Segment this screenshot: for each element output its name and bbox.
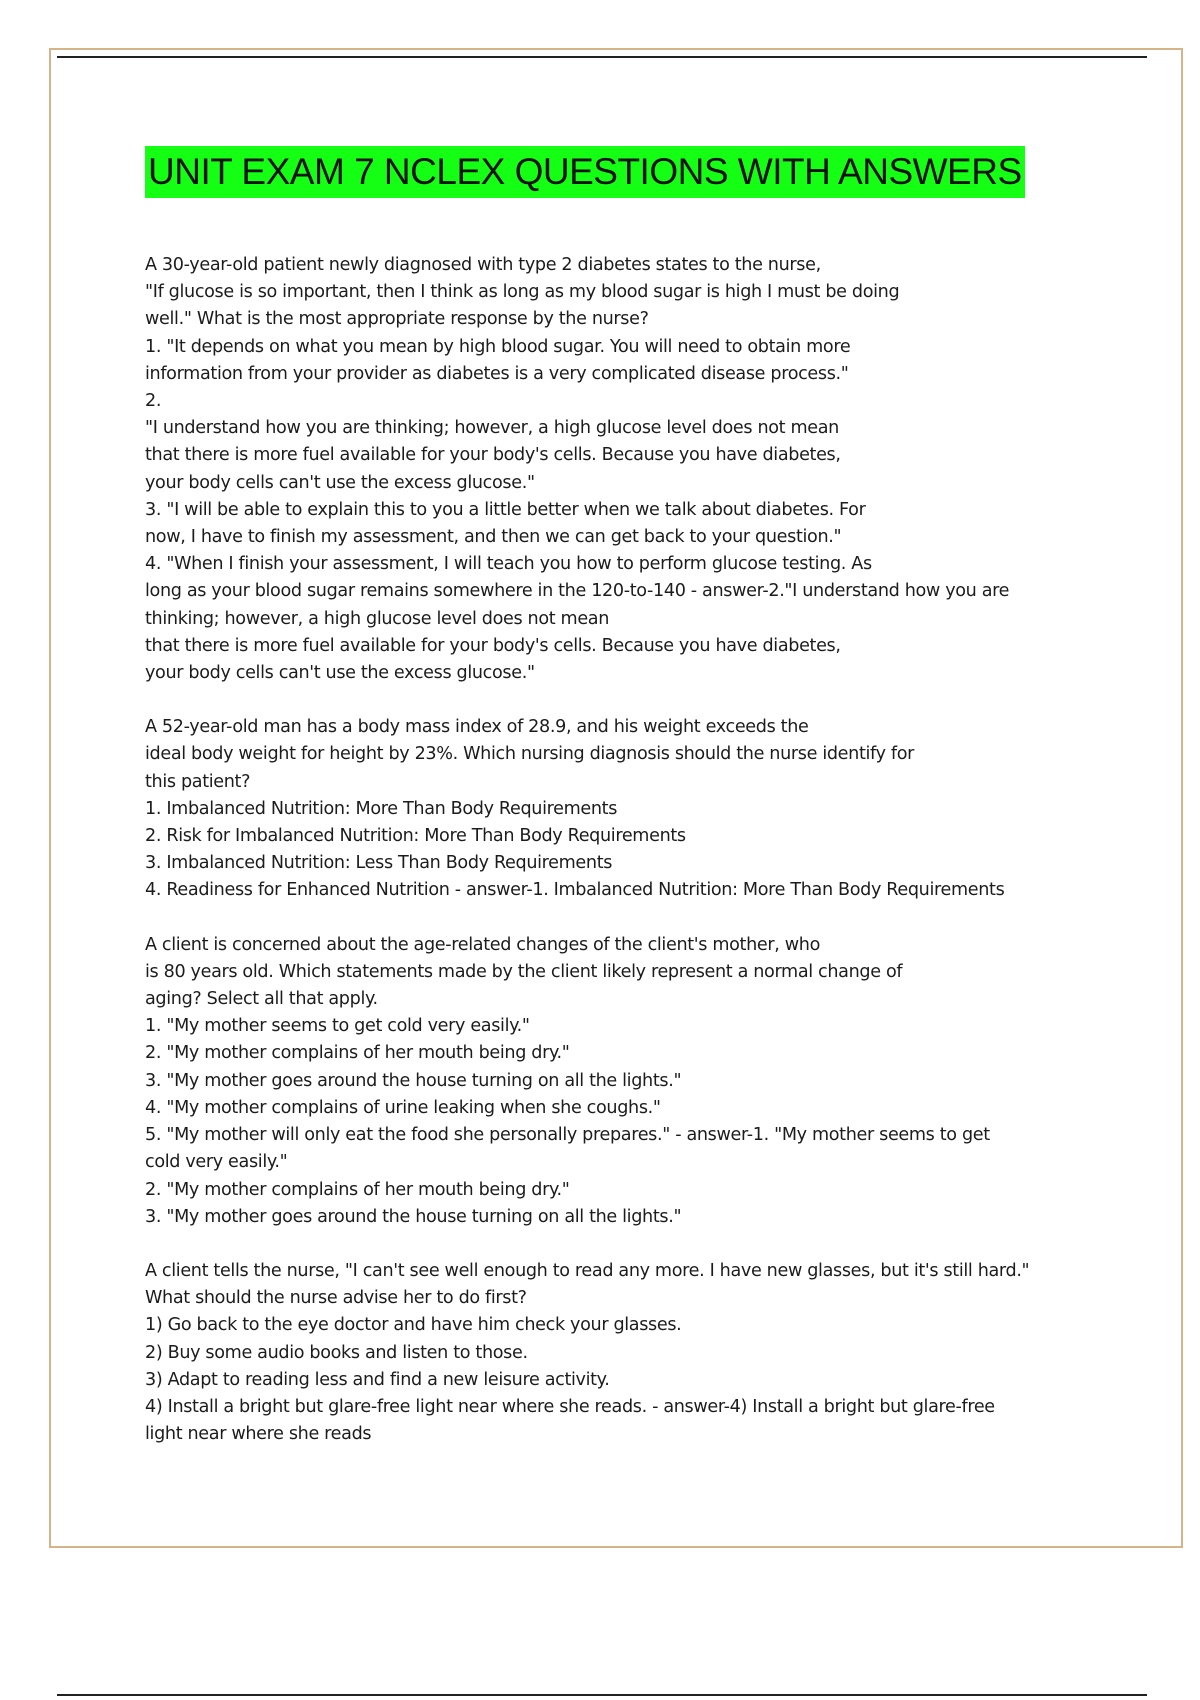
question-line: A 52-year-old man has a body mass index of 28.9, and his weight exceeds the	[145, 717, 809, 738]
question-line: your body cells can't use the excess glucose."	[145, 472, 535, 493]
question-line: A client is concerned about the age-related changes of the client's mother, who	[145, 934, 820, 955]
question-line: light near where she reads	[145, 1424, 372, 1445]
question-line: 2. "My mother complains of her mouth being dry."	[145, 1179, 570, 1200]
question-block	[145, 252, 1095, 687]
question-line: 4. "My mother complains of urine leaking when she coughs."	[145, 1097, 661, 1118]
question-line: 3. "I will be able to explain this to you a little better when we talk about diabetes. For	[145, 499, 866, 520]
question-line: aging? Select all that apply.	[145, 989, 378, 1010]
question-line: thinking; however, a high glucose level does not mean	[145, 608, 610, 629]
question-line: What should the nurse advise her to do first?	[145, 1288, 527, 1309]
document-body	[145, 252, 1095, 1475]
question-line: now, I have to finish my assessment, and then we can get back to your question."	[145, 527, 842, 548]
question-line: 1. "My mother seems to get cold very easily."	[145, 1016, 530, 1037]
question-line: A client tells the nurse, "I can't see well enough to read any more. I have new glasses, but it's still hard."	[145, 1260, 1030, 1281]
question-line: well." What is the most appropriate response by the nurse?	[145, 309, 649, 330]
question-block	[145, 714, 1095, 904]
question-line: 1. "It depends on what you mean by high blood sugar. You will need to obtain more	[145, 336, 851, 357]
question-line: 2.	[145, 391, 162, 412]
question-line: 2. Risk for Imbalanced Nutrition: More Than Body Requirements	[145, 826, 686, 847]
question-line: "I understand how you are thinking; however, a high glucose level does not mean	[145, 418, 839, 439]
question-line: 1. Imbalanced Nutrition: More Than Body Requirements	[145, 798, 618, 819]
question-block	[145, 1258, 1095, 1448]
question-line: 3. Imbalanced Nutrition: Less Than Body Requirements	[145, 853, 613, 874]
question-line: 2. "My mother complains of her mouth being dry."	[145, 1043, 570, 1064]
question-line: 2) Buy some audio books and listen to those.	[145, 1342, 528, 1363]
question-line: information from your provider as diabetes is a very complicated disease process."	[145, 363, 849, 384]
question-line: long as your blood sugar remains somewhere in the 120-to-140 - answer-2."I understand how you are	[145, 581, 1010, 602]
question-line: 4. "When I finish your assessment, I will teach you how to perform glucose testing. As	[145, 554, 872, 575]
question-line: "If glucose is so important, then I think as long as my blood sugar is high I must be doing	[145, 282, 900, 303]
question-line: cold very easily."	[145, 1152, 288, 1173]
question-line: 5. "My mother will only eat the food she personally prepares." - answer-1. "My mother seems to get	[145, 1125, 990, 1146]
question-line: that there is more fuel available for your body's cells. Because you have diabetes,	[145, 445, 841, 466]
question-line: your body cells can't use the excess glucose."	[145, 663, 535, 684]
question-block	[145, 932, 1095, 1231]
question-line: A 30-year-old patient newly diagnosed with type 2 diabetes states to the nurse,	[145, 255, 821, 275]
question-line: 4) Install a bright but glare-free light near where she reads. - answer-4) Install a bright but glare-free	[145, 1396, 995, 1417]
question-line: 1) Go back to the eye doctor and have him check your glasses.	[145, 1315, 682, 1336]
title-wrap	[145, 146, 1025, 198]
bottom-rule	[57, 1694, 1147, 1696]
question-line: 3) Adapt to reading less and find a new leisure activity.	[145, 1369, 610, 1390]
question-line: 3. "My mother goes around the house turning on all the lights."	[145, 1206, 682, 1227]
question-line: ideal body weight for height by 23%. Which nursing diagnosis should the nurse identify for	[145, 744, 915, 765]
question-line: that there is more fuel available for your body's cells. Because you have diabetes,	[145, 635, 841, 656]
question-line: 3. "My mother goes around the house turning on all the lights."	[145, 1070, 682, 1091]
question-line: is 80 years old. Which statements made by the client likely represent a normal change of	[145, 961, 903, 982]
document-title: UNIT EXAM 7 NCLEX QUESTIONS WITH ANSWERS	[145, 146, 1025, 198]
top-rule	[57, 56, 1147, 58]
question-line: 4. Readiness for Enhanced Nutrition - answer-1. Imbalanced Nutrition: More Than Body Requirements	[145, 880, 1005, 901]
question-line: this patient?	[145, 771, 251, 792]
